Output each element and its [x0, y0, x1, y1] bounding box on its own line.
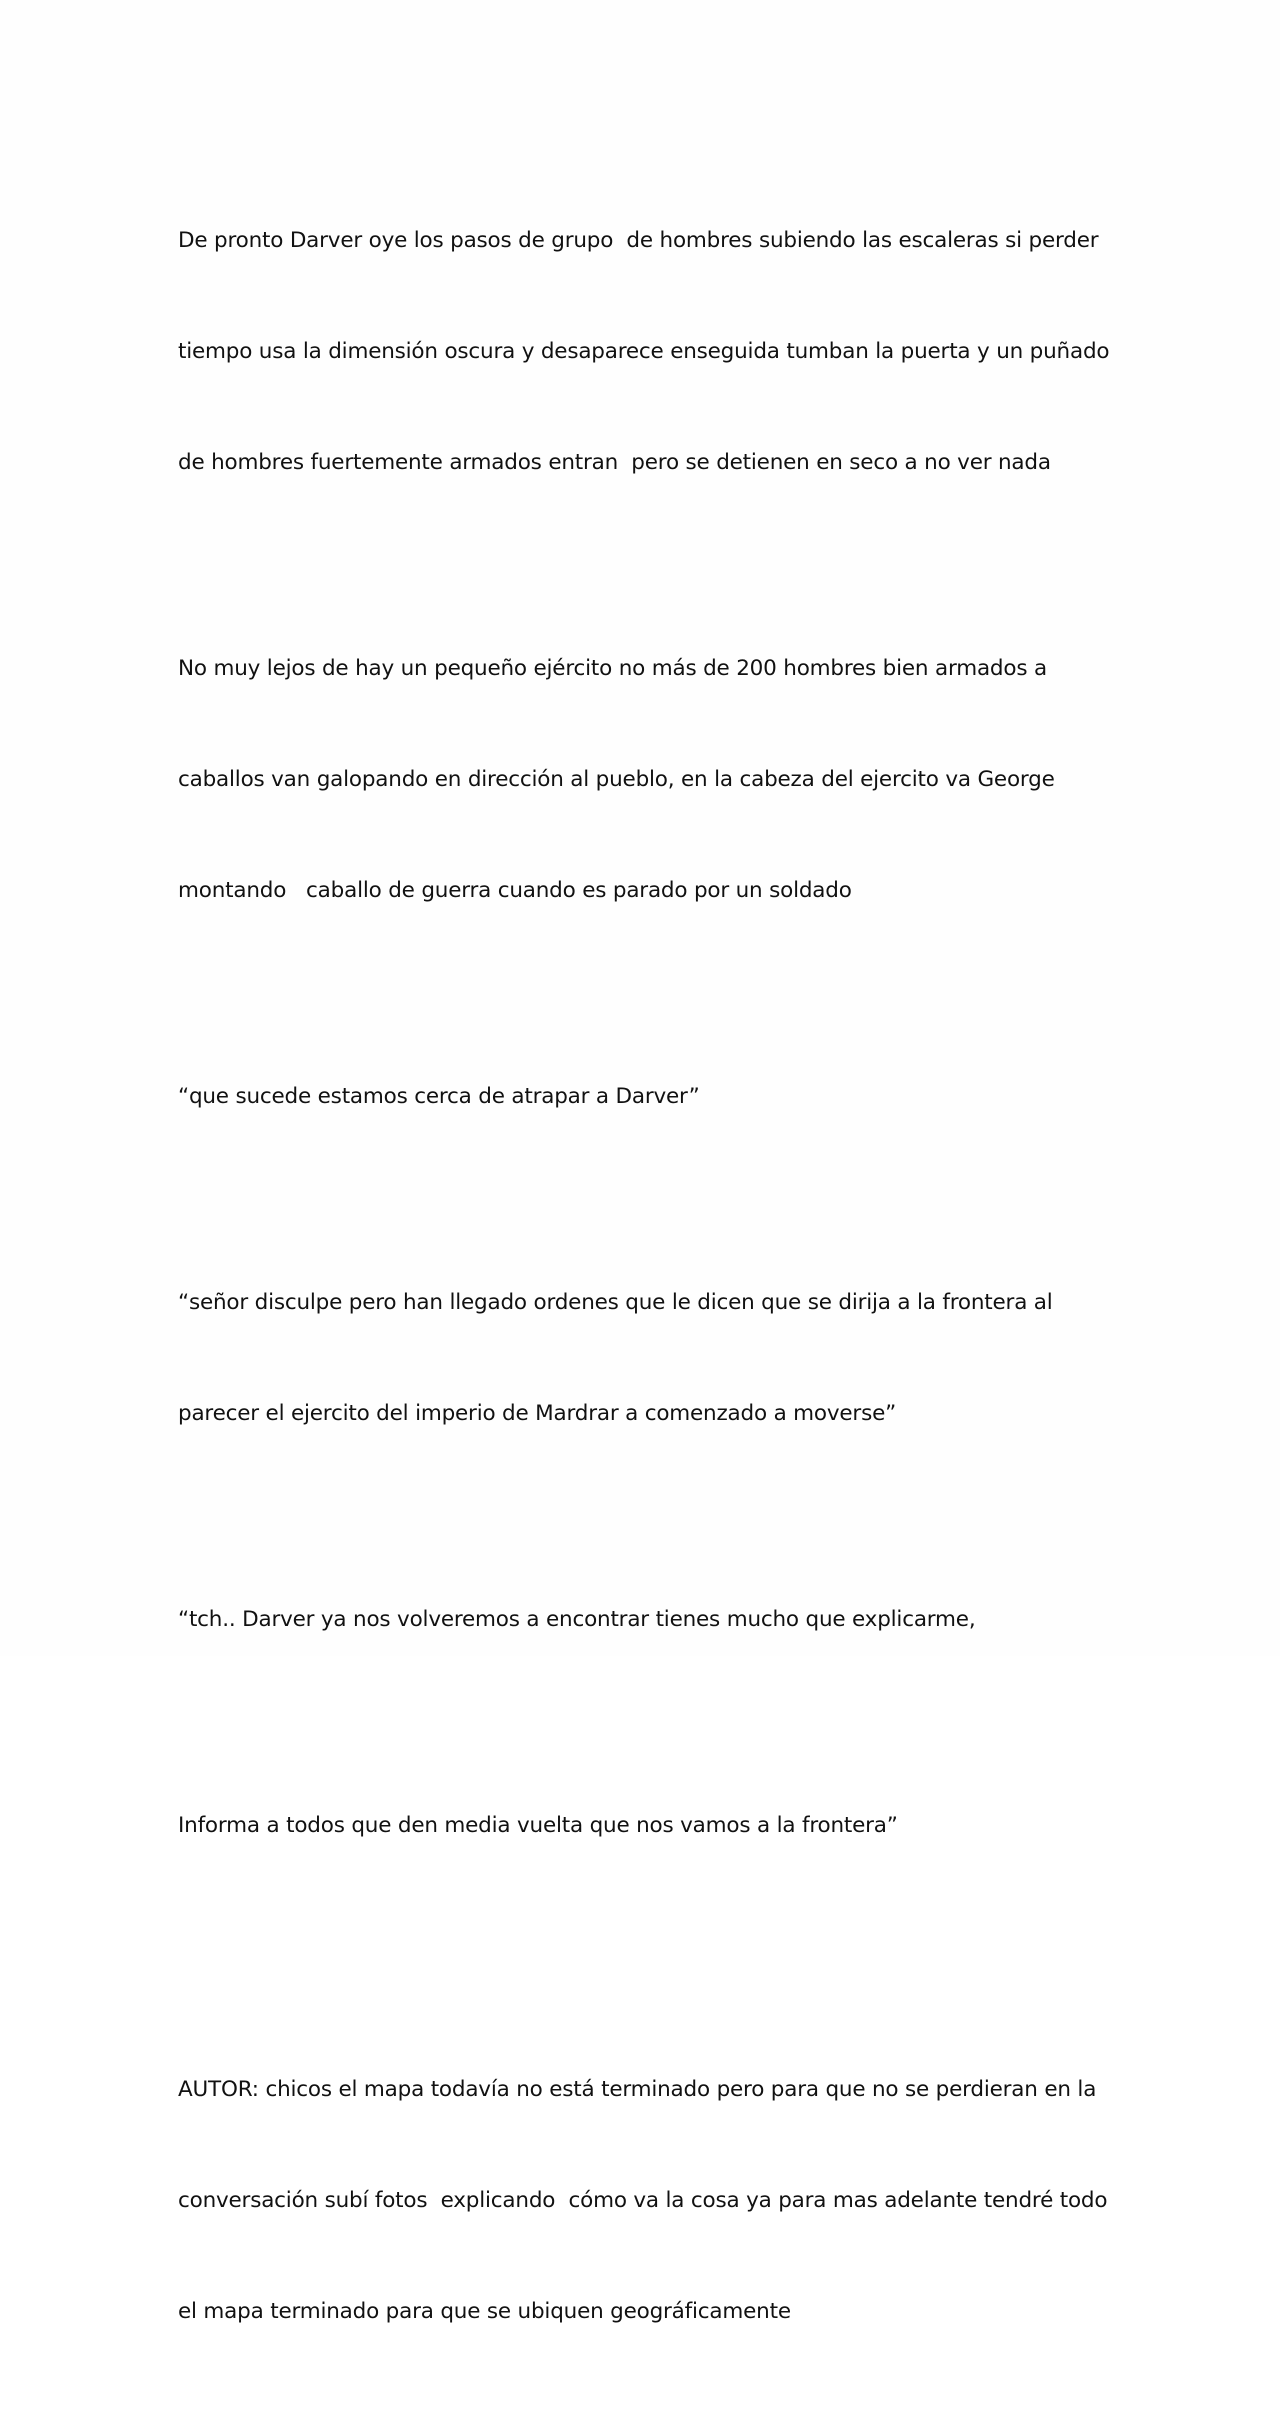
text-line: de hombres fuertemente armados entran pero se detienen en seco a no ver nada	[178, 450, 1051, 475]
document-body	[178, 148, 1118, 2425]
blank-space	[178, 1939, 1118, 1997]
text-line: No muy lejos de hay un pequeño ejército no más de 200 hombres bien armados a	[178, 656, 1047, 681]
text-line: AUTOR: chicos el mapa todavía no está terminado pero para que no se perdieran en la	[178, 2077, 1097, 2102]
paragraph-3	[178, 1004, 1118, 1189]
paragraph-5	[178, 1527, 1118, 1712]
text-line: parecer el ejercito del imperio de Mardrar a comenzado a moverse”	[178, 1401, 897, 1426]
author-note	[178, 1997, 1118, 2404]
text-line: montando caballo de guerra cuando es parado por un soldado	[178, 878, 852, 903]
paragraph-1	[178, 148, 1118, 555]
paragraph-2	[178, 576, 1118, 983]
text-line: el mapa terminado para que se ubiquen geográficamente	[178, 2299, 791, 2324]
text-line: tiempo usa la dimensión oscura y desaparece enseguida tumban la puerta y un puñado	[178, 339, 1110, 364]
text-line: “señor disculpe pero han llegado ordenes que le dicen que se dirija a la frontera al	[178, 1290, 1053, 1315]
text-line: “tch.. Darver ya nos volveremos a encontrar tienes mucho que explicarme,	[178, 1607, 976, 1632]
text-line: De pronto Darver oye los pasos de grupo de hombres subiendo las escaleras si perder	[178, 228, 1099, 253]
text-line: conversación subí fotos explicando cómo va la cosa ya para mas adelante tendré todo	[178, 2188, 1108, 2213]
paragraph-4	[178, 1210, 1118, 1506]
paragraph-6	[178, 1733, 1118, 1918]
text-line: Informa a todos que den media vuelta que nos vamos a la frontera”	[178, 1813, 898, 1838]
text-line: caballos van galopando en dirección al pueblo, en la cabeza del ejercito va George	[178, 767, 1055, 792]
text-line: “que sucede estamos cerca de atrapar a Darver”	[178, 1084, 700, 1109]
